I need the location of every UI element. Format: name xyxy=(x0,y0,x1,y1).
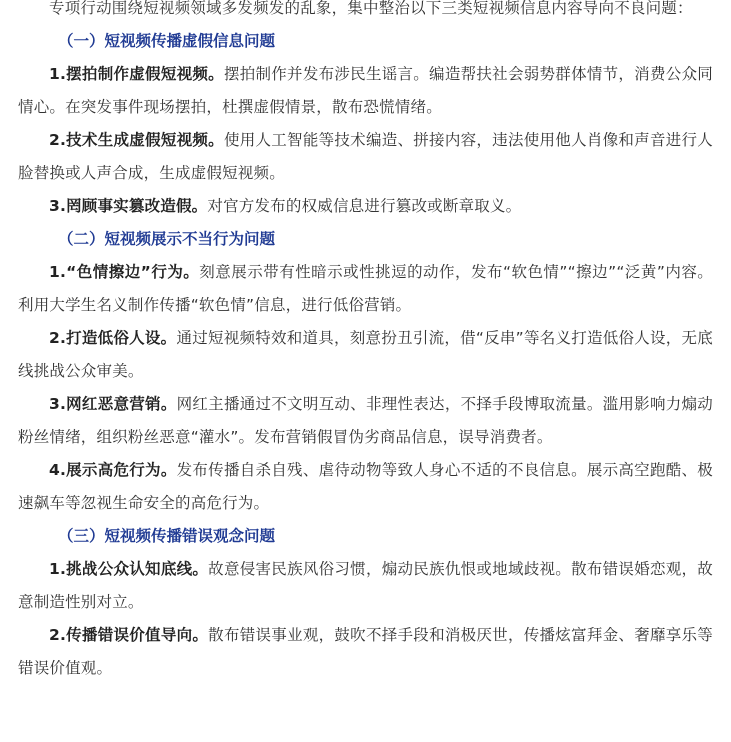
intro-paragraph: 专项行动围绕短视频领域多发频发的乱象，集中整治以下三类短视频信息内容导向不良问题： xyxy=(49,0,693,17)
section-heading-2: （二）短视频展示不当行为问题 xyxy=(58,230,276,248)
section-2-item-2 xyxy=(18,322,713,388)
item-text: 发布传播自杀自残、虐待动物等致人身心不适的不良信息。展示高空跑酷、极速飙车等忽视生命安全的高危行为。 xyxy=(18,461,713,512)
item-text: 网红主播通过不文明互动、非理性表达，不择手段博取流量。滥用影响力煽动粉丝情绪，组织粉丝恶意“灌水”。发布营销假冒伪劣商品信息，误导消费者。 xyxy=(18,395,713,446)
item-text: 通过短视频特效和道具，刻意扮丑引流，借“反串”等名义打造低俗人设，无底线挑战公众审美。 xyxy=(18,329,714,380)
section-1-item-2 xyxy=(18,124,713,190)
item-text: 刻意展示带有性暗示或性挑逗的动作，发布“软色情”“擦边”“泛黄”内容。利用大学生名义制作传播“软色情”信息，进行低俗营销。 xyxy=(18,263,714,314)
item-lead: 2.打造低俗人设。 xyxy=(49,329,177,347)
item-lead: 2.技术生成虚假短视频。 xyxy=(49,131,224,149)
section-heading-3: （三）短视频传播错误观念问题 xyxy=(58,527,276,545)
section-heading-1: （一）短视频传播虚假信息问题 xyxy=(58,32,276,50)
section-3-item-1 xyxy=(18,553,713,619)
section-2-item-1 xyxy=(18,256,713,322)
section-2-item-3 xyxy=(18,388,713,454)
section-1-item-1 xyxy=(18,58,713,124)
item-text: 散布错误事业观，鼓吹不择手段和消极厌世，传播炫富拜金、奢靡享乐等错误价值观。 xyxy=(18,626,714,677)
item-lead: 4.展示高危行为。 xyxy=(49,461,177,479)
item-lead: 1.摆拍制作虚假短视频。 xyxy=(49,65,224,83)
item-text: 使用人工智能等技术编造、拼接内容，违法使用他人肖像和声音进行人脸替换或人声合成，生成虚假短视频。 xyxy=(18,131,713,182)
item-text: 故意侵害民族风俗习惯，煽动民族仇恨或地域歧视。散布错误婚恋观，故意制造性别对立。 xyxy=(18,560,714,611)
item-lead: 1.“色情擦边”行为。 xyxy=(49,263,200,281)
item-text: 对官方发布的权威信息进行篡改或断章取义。 xyxy=(207,197,522,215)
item-lead: 3.罔顾事实篡改造假。 xyxy=(49,197,208,215)
section-1-item-3 xyxy=(18,190,713,223)
section-3-item-2 xyxy=(18,619,713,685)
section-2-item-4 xyxy=(18,454,713,520)
item-lead: 1.挑战公众认知底线。 xyxy=(49,560,209,578)
item-text: 摆拍制作并发布涉民生谣言。编造帮扶社会弱势群体情节，消费公众同情心。在突发事件现场摆拍，杜撰虚假情景，散布恐慌情绪。 xyxy=(18,65,713,116)
item-lead: 2.传播错误价值导向。 xyxy=(49,626,209,644)
item-lead: 3.网红恶意营销。 xyxy=(49,395,177,413)
